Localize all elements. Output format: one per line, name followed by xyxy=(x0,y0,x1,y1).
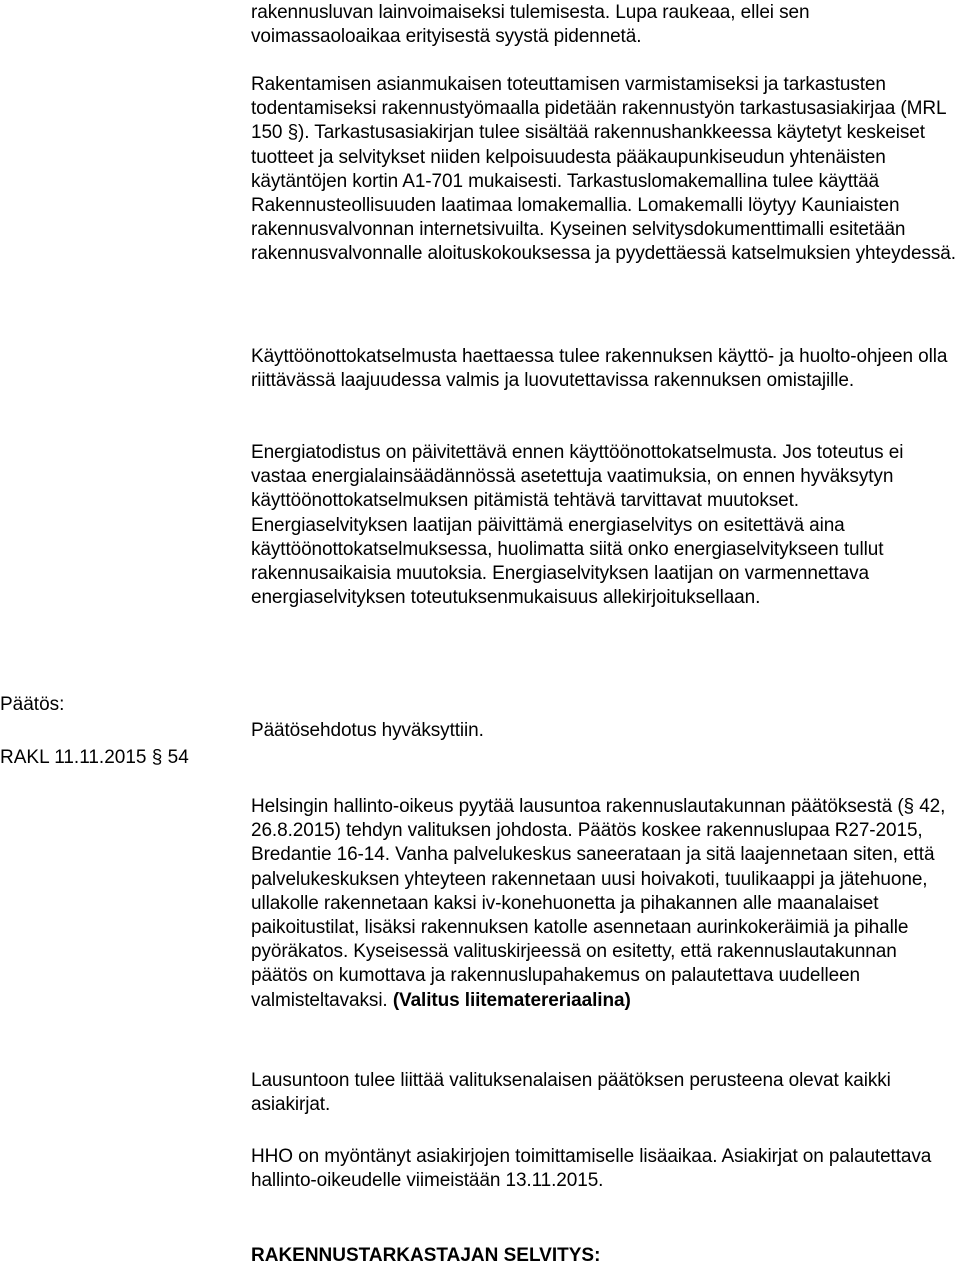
meeting-reference xyxy=(0,746,189,770)
section-sign: § xyxy=(151,747,163,768)
paragraph-attachments xyxy=(251,1069,956,1117)
decision-label: Päätös: xyxy=(0,694,65,715)
paragraph-text: rakennusluvan lainvoimaiseksi tulemisesta. Lupa raukeaa, ellei sen voimassaoloaikaa erityisestä syystä pidennetä. xyxy=(251,2,810,48)
paragraph-text: Rakentamisen asianmukaisen toteuttamisen varmistamiseksi ja tarkastusten todentamiseksi rakennustyömaalla pidetään rakennustyön tarkastusasiakirjaa (MRL 150 §). Tarkastusasiakirjan tulee sisältää rakennushankkeessa käytetyt keskeiset tuotteet ja selvitykset niiden kelpoisuudesta pääkaupunkiseudun yhtenäisten käytäntöjen kortin A1-701 mukaisesti. Tarkastuslomakemallina tulee käyttää Rakennusteollisuuden laatimaa lomakemallia. Lomakemalli löytyy Kauniaisten rakennusvalvonnan internetsivuilta. Kyseinen selvitysdokumenttimalli esitetään rakennusvalvonnalle aloituskokouksessa ja pyydettäessä katselmuksien yhteydessä. xyxy=(251,74,956,265)
paragraph-deadline xyxy=(251,1145,956,1193)
paragraph-body: Helsingin hallinto-oikeus pyytää lausuntoa rakennuslautakunnan päätöksestä (§ 42, 26.8.2015) tehdyn valituksen johdosta. Päätös koskee rakennuslupaa R27-2015, Bredantie 16-14. Vanha palvelukeskus saneerataan ja sitä laajennetaan siten, että palvelukeskuksen yhteyteen rakennetaan uusi hoivakoti, tuulikaappi ja jätehuone, ullakolle rakennetaan kaksi iv-konehuonetta ja pihakannen alle maanalaiset paikoitustilat, lisäksi rakennuksen katolle asennetaan aurinkokeräimiä ja pihalle pyöräkatos. Kyseisessä valituskirjeessä on esitetty, että rakennuslautakunnan päätös on kumottava ja rakennuslupahakemus on palautettava uudelleen valmisteltavaksi. xyxy=(251,796,946,1011)
paragraph-text: Päätösehdotus hyväksyttiin. xyxy=(251,720,484,741)
paragraph-text xyxy=(251,795,956,1013)
paragraph-text: Käyttöönottokatselmusta haettaessa tulee rakennuksen käyttö- ja huolto-ohjeen olla riittävässä laajuudessa valmis ja luovutettavissa rakennuksen omistajille. xyxy=(251,346,948,392)
paragraph-permit-validity xyxy=(251,1,956,49)
paragraph-text: Energiatodistus on päivitettävä ennen käyttöönottokatselmusta. Jos toteutus ei vastaa energialainsäädännössä asetettuja vaatimuksia, on ennen hyväksytyn käyttöönottokatselmuksen pitämistä tehtävä tarvittavat muutokset. Energiaselvityksen laatijan päivittämä energiaselvitys on esitettävä aina käyttöönottokatselmuksessa, huolimatta siitä onko energiaselvitykseen tullut rakennusaikaisia muutoksia. Energiaselvityksen laatijan on varmennettava energiaselvityksen toteutuksenmukaisuus allekirjoituksellaan. xyxy=(251,442,904,609)
section-heading: RAKENNUSTARKASTAJAN SELVITYS: xyxy=(251,1245,601,1266)
paragraph-court-request xyxy=(251,795,956,1013)
paragraph-commissioning-inspection xyxy=(251,345,956,393)
paragraph-text: HHO on myöntänyt asiakirjojen toimittamiselle lisäaikaa. Asiakirjat on palautettava hallinto-oikeudelle viimeistään 13.11.2015. xyxy=(251,1146,932,1192)
section-number: 54 xyxy=(167,747,189,768)
decision-text xyxy=(251,719,956,743)
paragraph-text: Lausuntoon tulee liittää valituksenalaisen päätöksen perusteena olevat kaikki asiakirjat. xyxy=(251,1070,891,1116)
paragraph-inspection-document xyxy=(251,73,956,267)
paragraph-energy-certificate xyxy=(251,441,956,610)
meeting-label: RAKL 11.11.2015 xyxy=(0,747,147,768)
appendix-note: (Valitus liitematereriaalina) xyxy=(392,989,631,1011)
